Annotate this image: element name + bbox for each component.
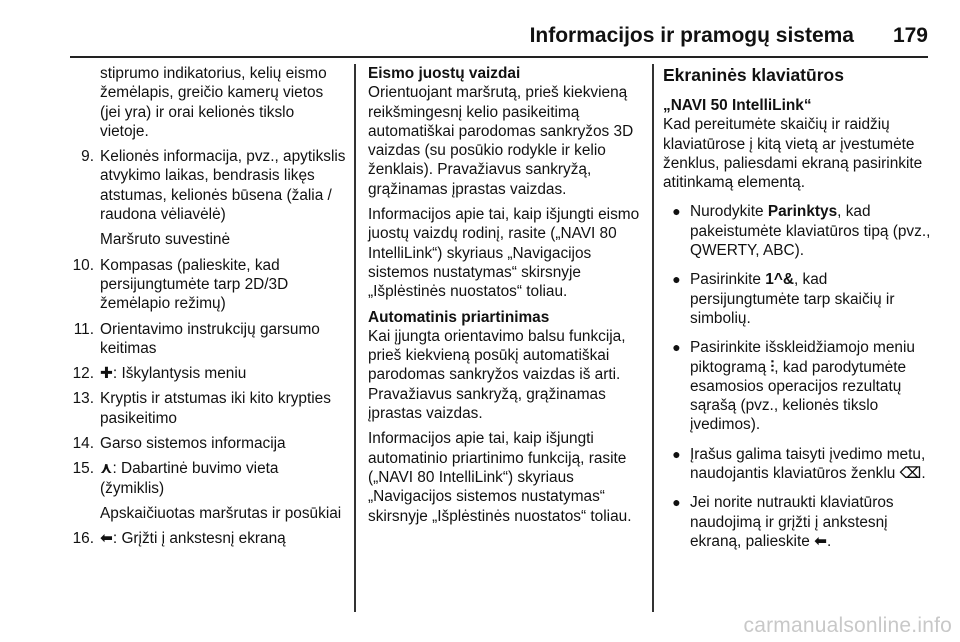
bullet-item: [663, 493, 931, 551]
bullet-item: [663, 270, 931, 328]
item-number: 11.: [73, 320, 94, 338]
list-item: [70, 364, 346, 383]
column-1: [70, 64, 346, 555]
header-rule: [70, 56, 928, 58]
item-text: Kelionės informacija, pvz., apytikslis atvykimo laikas, bendrasis likęs atstumas, kelionės būsena (žalia / raudona vėliavėlė): [100, 148, 346, 224]
paragraph: Kad pereitumėte skaičių ir raidžių klaviatūrose į kitą vietą ar įvestumėte ženklus, paliesdami ekraną pasirinkite atitinkamą elementą.: [663, 116, 923, 192]
list-item: [70, 147, 346, 224]
list-item: [70, 529, 346, 548]
section-heading-lane-views: Eismo juostų vaizdai: [368, 65, 521, 82]
bullet-text: .: [826, 532, 832, 550]
item-number: 16.: [72, 530, 94, 548]
bullet-dot-icon: ●: [672, 203, 681, 220]
item-text: Orientavimo instrukcijų garsumo keitimas: [100, 320, 320, 357]
item-number: 13.: [72, 390, 94, 408]
bullet-text: , kad parodytumėte esamosios operacijos rezultatų sąrašą (pvz., kelionės tikslo įvedimos).: [690, 358, 907, 434]
section-title-keyboards: Ekraninės klaviatūros: [663, 65, 844, 85]
bullet-item: [663, 338, 931, 434]
header-title: Informacijos ir pramogų sistema: [529, 24, 854, 47]
item-text: Kompasas (palieskite, kad persijungtumėte tarp 2D/3D žemėlapio režimų): [100, 256, 289, 313]
bullet-dot-icon: ●: [672, 271, 681, 288]
column-2: [368, 64, 644, 532]
item-number: 9.: [81, 148, 94, 166]
section-heading-auto-zoom: Automatinis priartinimas: [368, 308, 550, 326]
item-text: Kryptis ir atstumas iki kito krypties pasikeitimo: [100, 390, 331, 427]
list-item: [70, 320, 346, 359]
column-divider-2: [652, 64, 654, 612]
page-number: 179: [892, 24, 928, 47]
column-divider-1: [354, 64, 356, 612]
plus-icon: ✚: [100, 365, 113, 383]
item-text: : Iškylantysis meniu: [112, 365, 247, 383]
item-number: 14.: [72, 435, 94, 453]
item-subtext: Apskaičiuotas maršrutas ir posūkiai: [100, 504, 342, 522]
item-text: : Dabartinė buvimo vieta (žymiklis): [100, 460, 279, 497]
back-arrow-icon: ⬅: [100, 530, 113, 548]
bullet-text: Pasirinkite: [690, 271, 766, 289]
watermark: carmanualsonline.info: [743, 614, 952, 637]
paragraph: Informacijos apie tai, kaip išjungti eismo juostų vaizdų rodinį, rasite („NAVI 80 IntelliLink“) skyriaus „Navigacijos sistemos nustatymas“ skirsnyje „Išplėstinės nuostatos“ toliau.: [368, 206, 640, 301]
item-number: 10.: [72, 256, 94, 274]
item-number: 12.: [72, 365, 94, 383]
list-item: [70, 434, 346, 453]
list-item: [70, 459, 346, 498]
symbols-key-label: 1^&: [765, 271, 794, 289]
bullet-text: .: [921, 465, 926, 483]
back-arrow-icon: ⬅: [814, 532, 827, 550]
model-heading: „NAVI 50 IntelliLink“: [663, 97, 812, 114]
backspace-icon: ⌫: [899, 465, 922, 483]
paragraph: Kai įjungta orientavimo balsu funkcija, prieš kiekvieną posūkį automatiškai parodomas sankryžos vaizdas iš arti. Pravažiavus sankryžą, grąžinamas įprastas vaizdas.: [368, 327, 626, 423]
bullet-item: [663, 202, 931, 260]
position-marker-icon: ⋏: [100, 460, 113, 478]
bullet-dot-icon: ●: [672, 494, 681, 511]
bullet-text: , kad pakeistumėte klaviatūros tipą (pvz., QWERTY, ABC).: [690, 203, 931, 260]
bullet-text: Pasirinkite išskleidžiamojo meniu piktogramą: [690, 339, 915, 376]
bullet-item: [663, 445, 931, 484]
paragraph: Informacijos apie tai, kaip išjungti automatinio priartinimo funkciją, rasite („NAVI 80 IntelliLink“) skyriaus „Navigacijos sistemos nustatymas“ skirsnyje „Išplėstinės nuostatos“ toliau.: [368, 430, 632, 525]
bullet-text: Įrašus galima taisyti įvedimo metu, naudojantis klaviatūros ženklu: [690, 445, 926, 483]
bullet-text: Nurodykite: [690, 203, 768, 221]
bullet-dot-icon: ●: [672, 339, 681, 356]
dropdown-menu-icon: ⫶: [770, 358, 775, 376]
intro-continued: stiprumo indikatorius, kelių eismo žemėlapis, greičio kamerų vietos (jei yra) ir orai kelionės tikslo vietoje.: [100, 65, 327, 140]
item-number: 15.: [72, 460, 94, 478]
item-subtext: Maršruto suvestinė: [100, 231, 231, 249]
bullet-dot-icon: ●: [672, 445, 681, 462]
list-item: [70, 256, 346, 314]
bullet-text: Jei norite nutraukti klaviatūros naudojimą ir grįžti į ankstesnį ekraną, palieskite: [690, 494, 894, 550]
bullet-text: , kad persijungtumėte tarp skaičių ir simbolių.: [690, 271, 895, 327]
item-text: : Grįžti į ankstesnį ekraną: [112, 530, 286, 548]
page-header: [70, 22, 928, 56]
list-item: [70, 389, 346, 428]
paragraph: Orientuojant maršrutą, prieš kiekvieną reikšmingesnį kelio pasikeitimą automatiškai parodomas sankryžos 3D vaizdas (su posūkio rodykle ir kelio ženklais). Pravažiavus sankryžą, grąžinamas įprastas vaizdas.: [368, 84, 634, 198]
parinktys-label: Parinktys: [767, 203, 838, 221]
item-text: Garso sistemos informacija: [100, 435, 286, 453]
column-3: [663, 64, 931, 557]
